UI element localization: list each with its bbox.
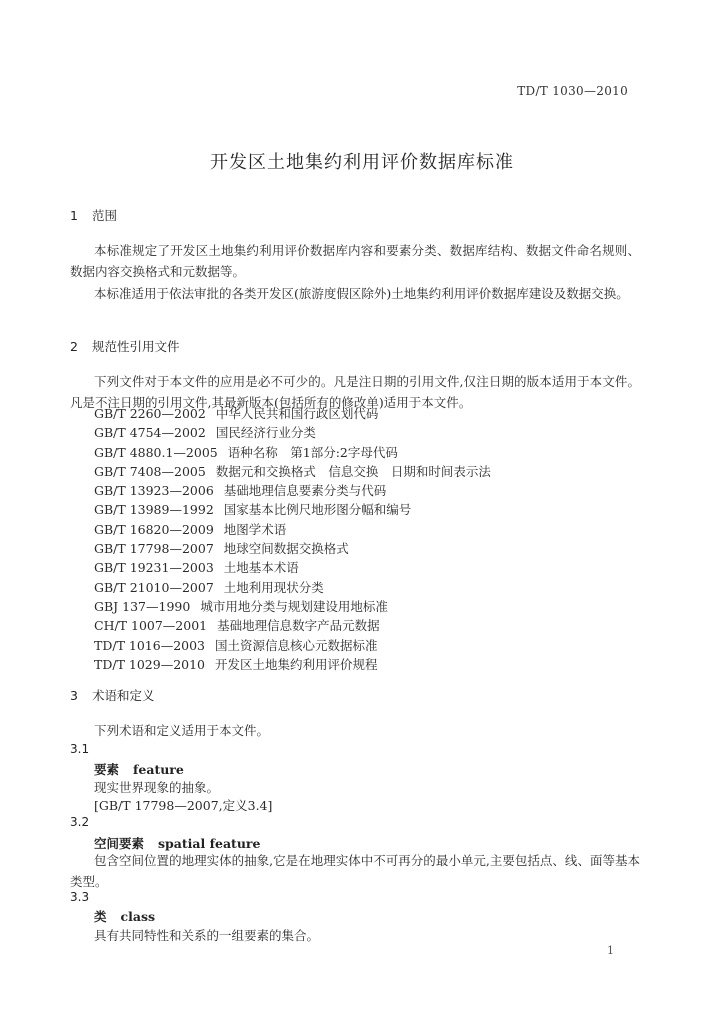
terms-intro: 下列术语和定义适用于本文件。 xyxy=(94,723,270,738)
clause-number: 3.2 xyxy=(70,815,90,829)
reference-item xyxy=(94,597,491,616)
reference-title: 国民经济行业分类 xyxy=(215,425,316,441)
term-chinese: 要素 xyxy=(94,762,120,777)
reference-item xyxy=(94,655,491,674)
term-chinese: 类 xyxy=(94,909,107,924)
reference-code: GB/T 2260—2002 xyxy=(94,406,206,421)
reference-code: TD/T 1016—2003 xyxy=(94,637,206,653)
reference-code: GB/T 7408—2005 xyxy=(94,463,206,479)
term-definition: 现实世界现象的抽象。 xyxy=(94,780,220,795)
reference-title: 地球空间数据交换格式 xyxy=(223,541,349,557)
reference-code: GB/T 17798—2007 xyxy=(94,541,214,557)
reference-code: CH/T 1007—2001 xyxy=(94,618,208,634)
term-definition: 具有共同特性和关系的一组要素的集合。 xyxy=(94,928,320,943)
references-intro: 下列文件对于本文件的应用是必不可少的。凡是注日期的引用文件,仅注日期的版本适用于本文件。凡是不注日期的引用文件,其最新版本(包括所有的修改单)适用于本文件。 xyxy=(70,374,640,410)
reference-title: 中华人民共和国行政区划代码 xyxy=(215,406,379,421)
reference-item xyxy=(94,423,491,442)
reference-code: GB/T 16820—2009 xyxy=(94,521,214,537)
term-entry xyxy=(94,760,184,778)
reference-item xyxy=(94,404,491,423)
reference-item xyxy=(94,443,491,462)
reference-title: 语种名称 第1部分:2字母代码 xyxy=(227,444,398,460)
section-number: 3 xyxy=(70,688,78,703)
section-number: 2 xyxy=(70,339,78,354)
reference-code: GB/T 4754—2002 xyxy=(94,425,206,441)
reference-title: 国家基本比例尺地形图分幅和编号 xyxy=(223,502,412,518)
term-english: feature xyxy=(133,762,184,777)
term-source: [GB/T 17798—2007,定义3.4] xyxy=(94,798,273,813)
scope-paragraph-2: 本标准适用于依法审批的各类开发区(旅游度假区除外)土地集约利用评价数据库建设及数据交换。 xyxy=(94,286,629,301)
section-1-heading xyxy=(70,206,117,224)
clause-number: 3.1 xyxy=(70,742,90,756)
reference-item xyxy=(94,500,491,519)
reference-title: 开发区土地集约利用评价规程 xyxy=(215,656,378,672)
reference-item xyxy=(94,616,491,635)
term-definition: 包含空间位置的地理实体的抽象,它是在地理实体中不可再分的最小单元,主要包括点、线、面等基本类型。 xyxy=(70,853,640,889)
term-entry xyxy=(94,907,155,925)
reference-item xyxy=(94,578,491,597)
reference-title: 国土资源信息核心元数据标准 xyxy=(215,637,378,653)
reference-item xyxy=(94,636,491,655)
page-number: 1 xyxy=(607,944,614,957)
section-3-heading xyxy=(70,686,155,704)
reference-code: GB/T 13989—1992 xyxy=(94,502,214,518)
reference-code: GB/T 19231—2003 xyxy=(94,560,214,576)
reference-item xyxy=(94,481,491,500)
reference-title: 土地基本术语 xyxy=(223,560,299,576)
reference-title: 城市用地分类与规划建设用地标准 xyxy=(200,598,388,614)
section-title: 术语和定义 xyxy=(92,688,155,703)
reference-code: GB/T 21010—2007 xyxy=(94,579,214,595)
reference-code: GBJ 137—1990 xyxy=(94,598,191,614)
reference-title: 数据元和交换格式 信息交换 日期和时间表示法 xyxy=(215,463,491,479)
term-chinese: 空间要素 xyxy=(94,836,145,851)
reference-list xyxy=(94,404,491,674)
reference-title: 地图学术语 xyxy=(223,521,287,537)
reference-title: 土地利用现状分类 xyxy=(223,579,324,595)
section-number: 1 xyxy=(70,208,78,223)
reference-title: 基础地理信息数字产品元数据 xyxy=(217,618,380,634)
clause-number: 3.3 xyxy=(70,890,90,904)
section-2-heading xyxy=(70,337,180,355)
reference-code: GB/T 4880.1—2005 xyxy=(94,444,218,460)
section-title: 范围 xyxy=(92,208,118,223)
reference-title: 基础地理信息要素分类与代码 xyxy=(223,483,387,499)
scope-paragraph-1: 本标准规定了开发区土地集约利用评价数据库内容和要素分类、数据库结构、数据文件命名规则、数据内容交换格式和元数据等。 xyxy=(70,243,640,279)
reference-item xyxy=(94,539,491,558)
term-english: spatial feature xyxy=(158,836,261,851)
reference-item xyxy=(94,558,491,577)
reference-code: GB/T 13923—2006 xyxy=(94,483,214,499)
document-code: TD/T 1030—2010 xyxy=(517,84,628,98)
reference-item xyxy=(94,462,491,481)
document-title: 开发区土地集约利用评价数据库标准 xyxy=(210,152,514,173)
reference-code: TD/T 1029—2010 xyxy=(94,656,206,672)
term-english: class xyxy=(120,909,156,924)
section-title: 规范性引用文件 xyxy=(92,339,180,354)
reference-item xyxy=(94,520,491,539)
